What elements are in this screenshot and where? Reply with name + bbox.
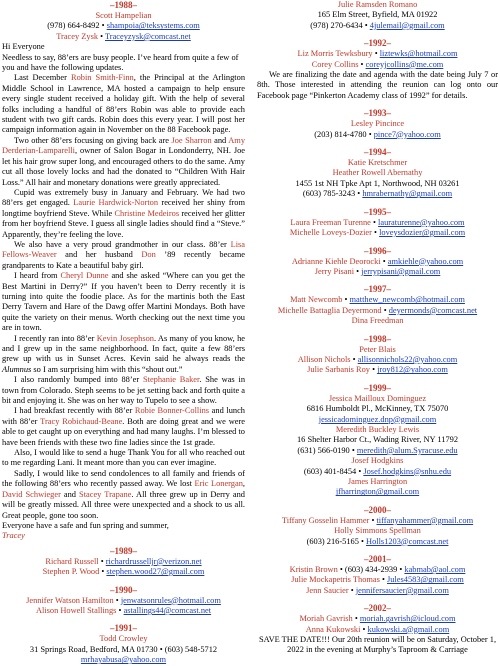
email-link[interactable]: jenwatsonrules@hotmail.com <box>120 595 221 605</box>
email-link[interactable]: liztewks@hotmail.com <box>379 49 458 59</box>
email-link[interactable]: loveysdozier@gmail.com <box>379 228 466 238</box>
correspondent-name: Josef Hodgkins <box>351 456 404 466</box>
email-link[interactable]: matthew_newcomb@hotmail.com <box>349 295 465 305</box>
correspondent-contact: Anna Kukowski • kukowski.a@gmail.com <box>305 624 450 634</box>
correspondent-contact: Allison Nichols • allisonnichols22@yahoo.com <box>297 354 458 364</box>
email-link[interactable]: 4julemail@gmail.com <box>369 20 445 30</box>
signature: Tracey <box>2 531 25 541</box>
paragraph: Sadly, I would like to send condolences to all family and friends of the following 88’ers who recently passed away. We lost Eric Lonergan, David Schwieger and Stacey Trapane. All three grew up in Derry and will be greatly missed. All three were unexpected and a shock to us all. Great people, gone too soon. <box>2 468 245 520</box>
email-link[interactable]: Holls1203@comcast.net <box>366 536 449 546</box>
correspondent-contact: Richard Russell • richardrusselljr@verizon.net <box>45 556 202 566</box>
correspondent-name: Dina Freedman <box>351 316 404 326</box>
correspondent-contact: Michelle Battaglia Deyermond • deyermonds@comcast.net <box>277 305 478 315</box>
phone-number: (978) 664-8492 <box>47 21 100 31</box>
correspondent-contact: Jennifer Watson Hamilton • jenwatsonrules@hotmail.com <box>26 595 221 605</box>
correspondent-contact: Jenn Saucier • jennifersaucier@gmail.com <box>306 585 449 595</box>
correspondent-name: James Harrington <box>347 477 408 486</box>
correspondent-contact: Corey Collins • coreyjcollins@me.com <box>311 59 444 69</box>
correspondent-contact: (203) 814-4780 • pince7@yahoo.com <box>314 129 441 139</box>
email-link[interactable]: jerrypisani@gmail.com <box>361 266 441 276</box>
class-year-1999-heading: – 1999 – <box>257 383 498 394</box>
class-year-1992-heading: – 1992 – <box>257 38 498 49</box>
correspondent-name: Lesley Pincince <box>350 119 405 129</box>
email-link[interactable]: Jules4583@gmail.com <box>387 575 464 585</box>
email-link[interactable]: deyermonds@comcast.net <box>388 305 478 315</box>
correspondent-contact: Tiffany Gosselin Hammer • tiffanyahammer@gmail.com <box>281 515 474 525</box>
closing: Everyone have a safe and fun spring and summer, <box>2 520 169 530</box>
email-link[interactable]: astallings44@comcast.net <box>123 605 212 615</box>
correspondent-contact: Liz Morris Tewksbury • liztewks@hotmail.com <box>297 49 458 59</box>
paragraph: Two other 88’ers focusing on giving back are Joe Sharron and Amy Derderian-Lamparelli, owner of Salon Bogar in Londonderry, NH. Joe let his hair grow super long, and encouraged others to do the same. Amy cut all those lovely locks and had the donated to “Children With Hair Loss.” All hair and monetary donations were greatly appreciated. <box>2 135 245 187</box>
class-year-2000-heading: – 2000 – <box>257 505 498 516</box>
paragraph: SAVE THE DATE!!! Our 20th reunion will be on Saturday, October 1, 2022 in the evening at Murphy’s Taproom & Carriage <box>258 635 497 655</box>
correspondent-name: Julie Ramsden Romano <box>337 0 418 9</box>
email-link[interactable]: richardrusselljr@verizon.net <box>105 556 202 566</box>
correspondent-contact: Jerry Pisani • jerrypisani@gmail.com <box>314 266 441 276</box>
class-year-1991-heading: – 1991 – <box>2 623 245 634</box>
email-link[interactable]: hmrabernathy@gmail.com <box>362 189 453 199</box>
greeting: Hi Everyone <box>2 42 45 52</box>
paragraph: We are finalizing the date and agenda with the date being July 7 or 8th. Those interested in attending the reunion can log onto our Facebook page “Pinkerton Academy class of 1992” for details. <box>257 70 498 100</box>
correspondent-address: 165 Elm Street, Byfield, MA 01922 <box>317 10 438 20</box>
class-year-1995-heading: – 1995 – <box>257 207 498 218</box>
correspondent-contact: Michelle Loveys-Dozier • loveysdozier@gmail.com <box>289 228 466 238</box>
class-year-1998-heading: – 1998 – <box>257 334 498 345</box>
correspondent-address: 6816 Humboldt Pl., McKinney, TX 75070 <box>306 404 449 414</box>
email-link[interactable]: Traceyzysk@comcast.net <box>104 31 191 41</box>
correspondent-name: Peter Blais <box>359 344 396 354</box>
email-link[interactable]: jfharrington@gmail.com <box>335 487 420 497</box>
correspondent-contact: (631) 566-0190 • meredith@alum.Syracuse.edu <box>297 445 458 455</box>
right-column <box>257 0 498 656</box>
correspondent-contact: Julie Mockapetris Thomas • Jules4583@gmail.com <box>291 575 464 585</box>
email-link[interactable]: jroy812@yahoo.com <box>377 365 448 375</box>
paragraph: Needless to say, 88’ers are busy people. I’ve heard from quite a few of you and have the following updates. <box>2 52 239 73</box>
correspondent-contact: Matt Newcomb • matthew_newcomb@hotmail.com <box>290 295 465 305</box>
email-link[interactable]: coreyjcollins@me.com <box>365 59 444 69</box>
class-year-1997-heading: – 1997 – <box>257 284 498 295</box>
paragraph: I also randomly bumped into 88’er Stephanie Baker. She was in town from Colorado. Steph seems to be jet setting back and forth quite a bit and enjoying it. She was on her way to Tupelo to see a show. <box>2 375 246 406</box>
email-link[interactable]: amkiehle@yahoo.com <box>387 256 464 266</box>
correspondent-contact: Moriah Gavrish • moriah.gavrish@icloud.com <box>299 614 456 624</box>
correspondent-contact: Julie Sarbanis Roy • jroy812@yahoo.com <box>307 365 448 375</box>
correspondent-contact: (978) 664-8492 • shampoia@teksystems.com <box>47 21 200 31</box>
correspondent-address: 31 Springs Road, Bedford, MA 01730 • (603) 548-5712 <box>29 644 218 654</box>
correspondent-contact: Laura Freeman Turenne • lauraturenne@yahoo.com <box>290 217 465 227</box>
email-link[interactable]: moriah.gavrish@icloud.com <box>359 614 456 624</box>
correspondent-name: Tracey Zysk <box>56 31 99 41</box>
correspondent-name: Heather Rowell Abernathy <box>332 168 423 178</box>
email-link[interactable]: tiffanyahammer@gmail.com <box>376 515 474 525</box>
email-link[interactable]: jessicadominguez.dnp@gmail.com <box>318 414 437 424</box>
email-link[interactable]: pince7@yahoo.com <box>373 129 441 139</box>
correspondent-contact: (978) 270-6434 • 4julemail@gmail.com <box>310 20 445 30</box>
email-link[interactable]: kukowski.a@gmail.com <box>367 624 450 634</box>
paragraph: I heard from Cheryl Dunne and she asked “Where can you get the Best Martini in Derry?” If you haven’t been to Derry recently it is turning into quite the foodie place. As for the martinis both the East Derry Tavern and Hare of the Dawg offer Martini Mondays. Both have quite the variety on their menus. Worth checking out the next time you are in town. <box>2 271 245 333</box>
paragraph: Cupid was extremely busy in January and February. We had two 88’ers get engaged. Laurie Hardwick-Norton received her shiny from longtime boyfriend Steve. While Christine Medeiros received her glitter from her boyfriend Steve. I guess all single ladies should find a “Steve.” Apparently, they’re feeling the love. <box>2 187 245 239</box>
paragraph: Last December Robin Smith-Finn, the Principal at the Arlington Middle School in Lawrence, MA hosted a campaign to help ensure every single student received a holiday gift. With the help of several folks including a handful of 88’ers Robin was able to provide each student with two gift cards. Robin does this every year. I will post her campaign information again in November on the 88 Facebook page. <box>2 73 246 135</box>
email-link[interactable]: lauraturenne@yahoo.com <box>378 217 465 227</box>
correspondent-contact: (603) 401-8454 • Josef.hodgkins@snhu.edu <box>303 466 452 476</box>
email-link[interactable]: shampoia@teksystems.com <box>106 21 200 31</box>
correspondent-name: Katie Kretschmer <box>347 158 408 168</box>
email-link[interactable]: allisonnichols22@yahoo.com <box>357 354 458 364</box>
correspondent-address: 16 Shelter Harbor Ct., Wading River, NY 11792 <box>296 435 459 445</box>
correspondent-contact: Tracey Zysk • Traceyzysk@comcast.net <box>56 31 191 41</box>
paragraph: Also, I would like to send a huge Thank You for all who reached out to me regarding Lani. It meant more than you can ever imagine. <box>2 448 245 468</box>
class-year-2001-heading: – 2001 – <box>257 554 498 565</box>
correspondent-name: Jessica Mailloux Dominguez <box>328 393 427 403</box>
correspondent-contact: Alison Howell Stallings • astallings44@comcast.net <box>35 605 212 615</box>
paragraph: I recently ran into 88’er Kevin Josephson. As many of you know, he and I grew up in the same neighborhood. In fact, quite a few 88’ers grew up with us in Sunset Acres. Kevin said he always reads the Alumnus so I am surprising him with this “shout out.” <box>2 333 245 374</box>
email-link[interactable]: stephen.wood27@gmail.com <box>106 567 205 577</box>
class-year-1989-heading: – 1989 – <box>2 546 245 557</box>
class-year-1996-heading: – 1996 – <box>257 246 498 257</box>
class-year-1988-heading: – 1988 – <box>2 0 245 11</box>
class-year-1990-heading: – 1990 – <box>2 585 245 596</box>
class-year-1993-heading: – 1993 – <box>257 108 498 119</box>
email-link[interactable]: kabmab@aol.com <box>404 565 466 575</box>
email-link[interactable]: Josef.hodgkins@snhu.edu <box>363 466 452 476</box>
email-link[interactable]: mrhayabusa@yahoo.com <box>80 655 167 665</box>
paragraph: We also have a very proud grandmother in our class. 88’er Lisa Fellows-Weaver and her husband Don ’89 recently became grandparents to Kate a beautiful baby girl. <box>2 239 245 270</box>
correspondent-contact: Adrianne Kiehle Deorocki • amkiehle@yahoo.com <box>291 256 464 266</box>
email-link[interactable]: jennifersaucier@gmail.com <box>355 585 449 595</box>
correspondent-name: Todd Crowley <box>99 634 148 644</box>
correspondent-contact: Stephen P. Wood • stephen.wood27@gmail.com <box>42 567 205 577</box>
correspondent-name: Holly Simmons Spellman <box>334 526 421 536</box>
left-column <box>2 0 245 666</box>
class-year-2002-heading: – 2002 – <box>257 603 498 614</box>
correspondent-address: 1455 1st NH Tpke Apt 1, Northwood, NH 03261 <box>295 178 460 188</box>
correspondent-name: Meredith Buckley Lewis <box>335 424 420 434</box>
correspondent-contact: (603) 785-3243 • hmrabernathy@gmail.com <box>302 189 453 199</box>
correspondent-name: Scott Hampelian <box>95 11 152 20</box>
class-year-1994-heading: – 1994 – <box>257 147 498 158</box>
paragraph: I had breakfast recently with 88’er Robie Bonner-Collins and lunch with 88’er Tracy Robichaud-Beane. Both are doing great and we were able to get caught up on everything and had many laughs. I’m blessed to have been friends with these two fine ladies since the 1st grade. <box>2 406 245 447</box>
correspondent-contact: Kristin Brown • (603) 434-2939 • kabmab@aol.com <box>289 565 466 575</box>
email-link[interactable]: meredith@alum.Syracuse.edu <box>356 445 458 455</box>
correspondent-contact: (603) 216-5165 • Holls1203@comcast.net <box>306 536 449 546</box>
